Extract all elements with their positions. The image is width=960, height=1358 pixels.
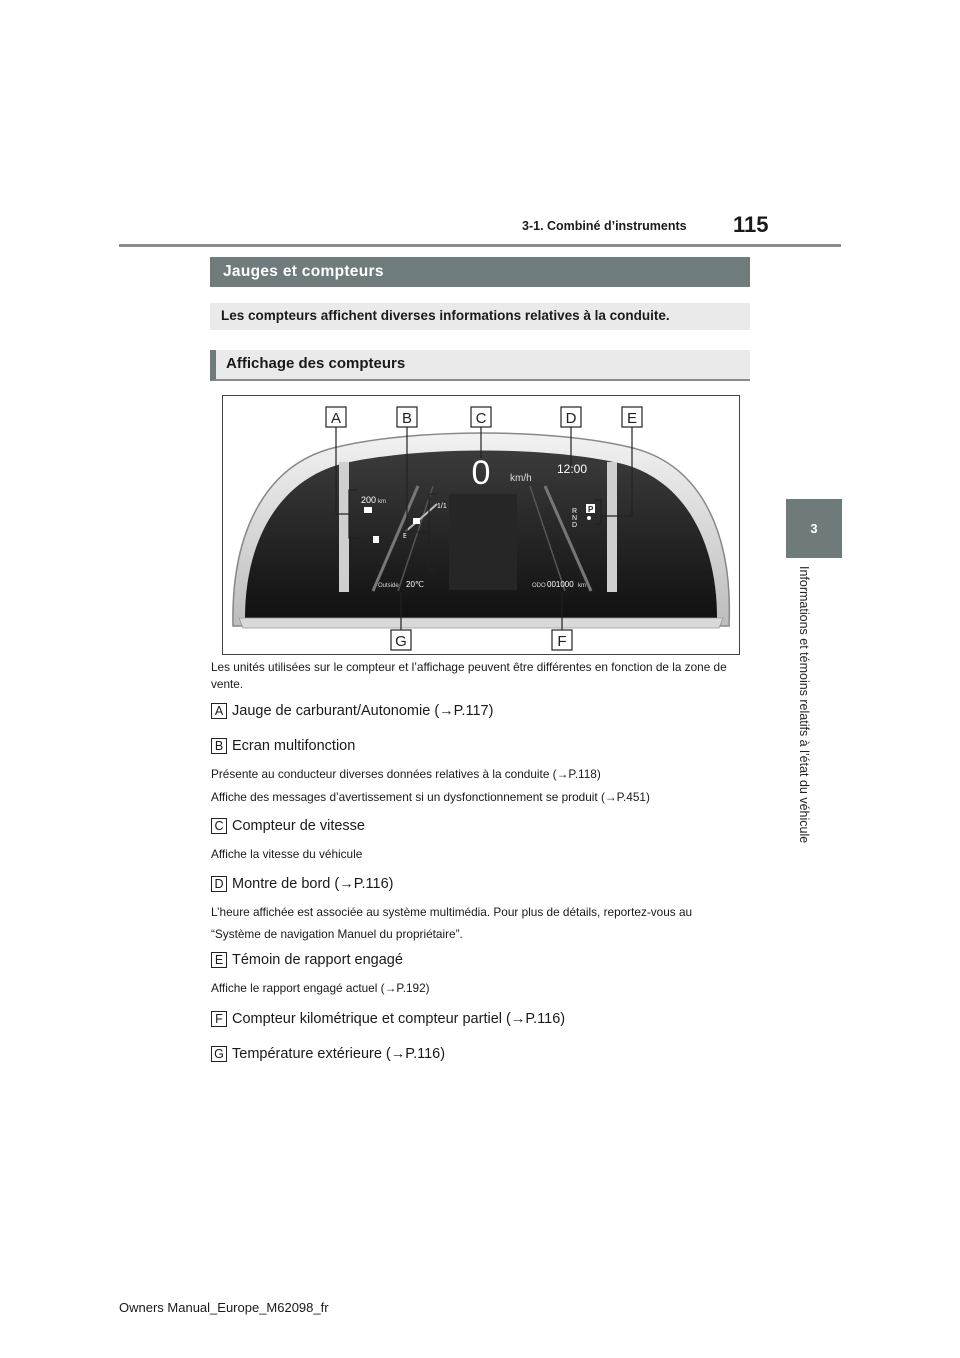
fuel-full-mark: 1/1 <box>437 503 447 510</box>
bottom-strip <box>239 618 723 628</box>
item-g-heading <box>211 1046 445 1062</box>
svg-text:B: B <box>401 410 413 427</box>
item-g-badge: G <box>211 1046 227 1062</box>
item-c-label: Compteur de vitesse <box>232 818 365 834</box>
page-number: 115 <box>733 212 769 237</box>
svg-text:F: F <box>557 633 567 650</box>
item-d-heading <box>211 876 393 892</box>
item-d-detail-2: “Système de navigation Manuel du propriétaire”. <box>211 927 463 941</box>
clock-readout: 12:00 <box>557 462 588 476</box>
item-c-badge: C <box>211 818 227 834</box>
item-f-label: Compteur kilométrique et compteur partiel (→P.116) <box>232 1011 566 1027</box>
callout-c <box>471 407 491 427</box>
item-f-badge: F <box>211 1011 227 1027</box>
range-value: 200 <box>361 495 377 505</box>
instrument-cluster-illustration <box>223 396 739 654</box>
item-g-label: Température extérieure (→P.116) <box>232 1046 446 1062</box>
intro-box: Les compteurs affichent diverses informations relatives à la conduite. <box>210 303 750 330</box>
odo-value: 001000 <box>547 580 574 589</box>
item-e-heading <box>211 952 403 968</box>
svg-text:D: D <box>565 410 577 427</box>
callout-a <box>326 407 346 427</box>
callout-b <box>397 407 417 427</box>
svg-text:A: A <box>330 410 342 427</box>
fuel-door-icon <box>413 518 420 524</box>
range-unit: km <box>378 499 386 505</box>
fuel-pump-icon <box>364 507 372 513</box>
instrument-figure <box>222 395 740 655</box>
callout-d <box>561 407 581 427</box>
gear-n: N <box>572 515 578 522</box>
right-pillar <box>607 462 617 592</box>
outside-temp: 20℃ <box>406 580 424 589</box>
item-b-detail-2: Affiche des messages d’avertissement si un dysfonctionnement se produit (→P.451) <box>211 790 650 804</box>
gear-r: R <box>572 508 578 515</box>
callout-g <box>391 630 411 650</box>
park-letter: P <box>588 505 594 514</box>
section-header: 3-1. Combiné d’instruments <box>522 219 687 233</box>
item-f-heading <box>211 1011 565 1027</box>
center-panel <box>449 494 517 590</box>
gear-dot <box>587 516 591 520</box>
callout-f <box>552 630 572 650</box>
figure-caption: Les unités utilisées sur le compteur et l’affichage peuvent être différentes en fonction de la zone de vente. <box>211 660 727 691</box>
page-title: Jauges et compteurs <box>210 257 750 287</box>
chapter-label: Informations et témoins relatifs à l’état du véhicule <box>797 566 811 844</box>
odo-label: ODO <box>532 583 546 589</box>
subsection-title: Affichage des compteurs <box>210 350 750 381</box>
svg-text:C: C <box>475 410 487 427</box>
item-b-label: Ecran multifonction <box>232 738 356 754</box>
item-b-detail-1: Présente au conducteur diverses données relatives à la conduite (→P.118) <box>211 767 601 781</box>
item-e-label: Témoin de rapport engagé <box>232 952 403 968</box>
chapter-number: 3 <box>810 521 818 536</box>
speed-readout: 0 <box>471 454 491 492</box>
item-e-badge: E <box>211 952 227 968</box>
left-pillar <box>339 462 349 592</box>
item-b-badge: B <box>211 738 227 754</box>
item-d-detail-1: L’heure affichée est associée au système multimédia. Pour plus de détails, reportez-vous au <box>211 905 693 919</box>
fuel-pump-icon-small <box>373 536 379 543</box>
item-d-badge: D <box>211 876 227 892</box>
item-c-detail-1: Affiche la vitesse du véhicule <box>211 847 363 861</box>
item-a-label: Jauge de carburant/Autonomie (→P.117) <box>232 703 494 719</box>
header-rule <box>119 244 841 247</box>
item-a-heading <box>211 703 493 719</box>
item-e-detail-1: Affiche le rapport engagé actuel (→P.192) <box>211 981 430 995</box>
speed-unit: km/h <box>510 473 532 484</box>
chapter-tab[interactable] <box>786 499 842 558</box>
svg-text:E: E <box>626 410 638 427</box>
item-a-badge: A <box>211 703 227 719</box>
item-b-heading <box>211 738 355 754</box>
item-c-heading <box>211 818 365 834</box>
outside-label: Outside <box>378 583 399 589</box>
fuel-empty-mark: E <box>403 533 408 540</box>
gear-d: D <box>572 522 578 529</box>
footer-manual-id: Owners Manual_Europe_M62098_fr <box>119 1300 329 1315</box>
item-d-label: Montre de bord (→P.116) <box>232 876 394 892</box>
odo-unit: km <box>578 583 586 589</box>
svg-text:G: G <box>395 633 407 650</box>
callout-e <box>622 407 642 427</box>
